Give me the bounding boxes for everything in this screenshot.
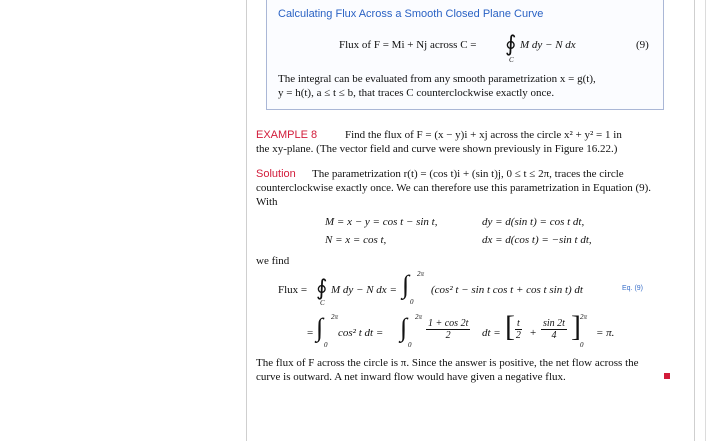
fraction-sin2t-over-4: $\frac{\sin 2t}{4}$ xyxy=(543,318,565,341)
example-line-2: the xy-plane. (The vector field and curve were shown previously in Figure 16.22.) xyxy=(256,143,618,155)
lower-limit-2: 0 xyxy=(324,341,328,349)
flux-contour-integrand: M dy − N dx = xyxy=(331,284,397,296)
solution-label: Solution xyxy=(256,168,296,180)
example-label: EXAMPLE 8 xyxy=(256,129,318,141)
lower-limit-4: 0 xyxy=(580,341,584,349)
upper-limit-4: 2π xyxy=(580,313,588,321)
equation-n: N = x = cos t, xyxy=(325,234,387,246)
right-bracket: ] xyxy=(571,310,581,343)
dt-equals: dt = xyxy=(482,327,501,339)
equation-reference-tag[interactable]: Eq. (9) xyxy=(622,285,644,292)
cos-squared-integral: cos² t dt = xyxy=(338,327,384,339)
upper-limit-2: 2π xyxy=(331,313,339,321)
flux-definition-lhs: Flux of F = Mi + Nj across C = xyxy=(339,39,477,51)
upper-limit-3: 2π xyxy=(415,313,423,321)
flux-integrand: (cos² t − sin t cos t + cos t sin t) dt xyxy=(431,284,583,296)
integral-symbol-2: ∫ xyxy=(316,313,324,342)
end-of-example-marker xyxy=(664,373,670,379)
result-value: = π. xyxy=(596,327,615,339)
lower-limit-1: 0 xyxy=(410,298,414,306)
solution-line-2: counterclockwise exactly once. We can therefore use this parametrization in Equation (9). xyxy=(256,182,652,194)
solution-line-1: The parametrization r(t) = (cos t)i + (sin t)j, 0 ≤ t ≤ 2π, traces the circle xyxy=(312,168,624,180)
fraction-t-over-2: $\frac{t}{2}$ xyxy=(515,318,521,341)
contour-sub: C xyxy=(320,299,325,307)
equation-m: M = x − y = cos t − sin t, xyxy=(325,216,438,228)
equation-dy: dy = d(sin t) = cos t dt, xyxy=(482,216,585,228)
box-text-line-2: y = h(t), a ≤ t ≤ b, that traces C counterclockwise exactly once. xyxy=(278,87,555,99)
contour-integral-symbol: ∮ xyxy=(505,31,517,56)
box-text-line-1: The integral can be evaluated from any smooth parametrization x = g(t), xyxy=(278,73,596,85)
box-title: Calculating Flux Across a Smooth Closed Plane Curve xyxy=(278,8,544,20)
page-frame-right xyxy=(694,0,695,441)
solution-line-3: With xyxy=(256,196,278,208)
integral-symbol-3: ∫ xyxy=(400,313,408,342)
fraction-half-angle: $\frac{1 + \cos 2t}{2}$ xyxy=(428,318,469,341)
upper-limit-1: 2π xyxy=(417,270,425,278)
lower-limit-3: 0 xyxy=(408,341,412,349)
contour-integral-symbol-2: ∮ xyxy=(316,275,328,300)
flux-label: Flux = xyxy=(278,284,308,296)
equation-dx: dx = d(cos t) = −sin t dt, xyxy=(482,234,592,246)
equals-sign: = xyxy=(307,327,314,339)
left-bracket: [ xyxy=(505,310,515,343)
equation-number: (9) xyxy=(636,39,649,51)
integral-symbol-1: ∫ xyxy=(402,270,410,299)
conclusion-line-1: The flux of F across the circle is π. Since the answer is positive, the net flow across the xyxy=(256,357,639,369)
contour-label: C xyxy=(509,56,514,64)
plus-sign: + xyxy=(530,327,537,339)
scrollbar-track[interactable] xyxy=(705,0,706,441)
page-frame-left xyxy=(246,0,247,441)
flux-definition-rhs: M dy − N dx xyxy=(520,39,576,51)
conclusion-line-2: curve is outward. A net inward flow would have given a negative flux. xyxy=(256,371,566,383)
we-find-text: we find xyxy=(256,255,290,267)
example-line-1: Find the flux of F = (x − y)i + xj across the circle x² + y² = 1 in xyxy=(345,129,622,141)
